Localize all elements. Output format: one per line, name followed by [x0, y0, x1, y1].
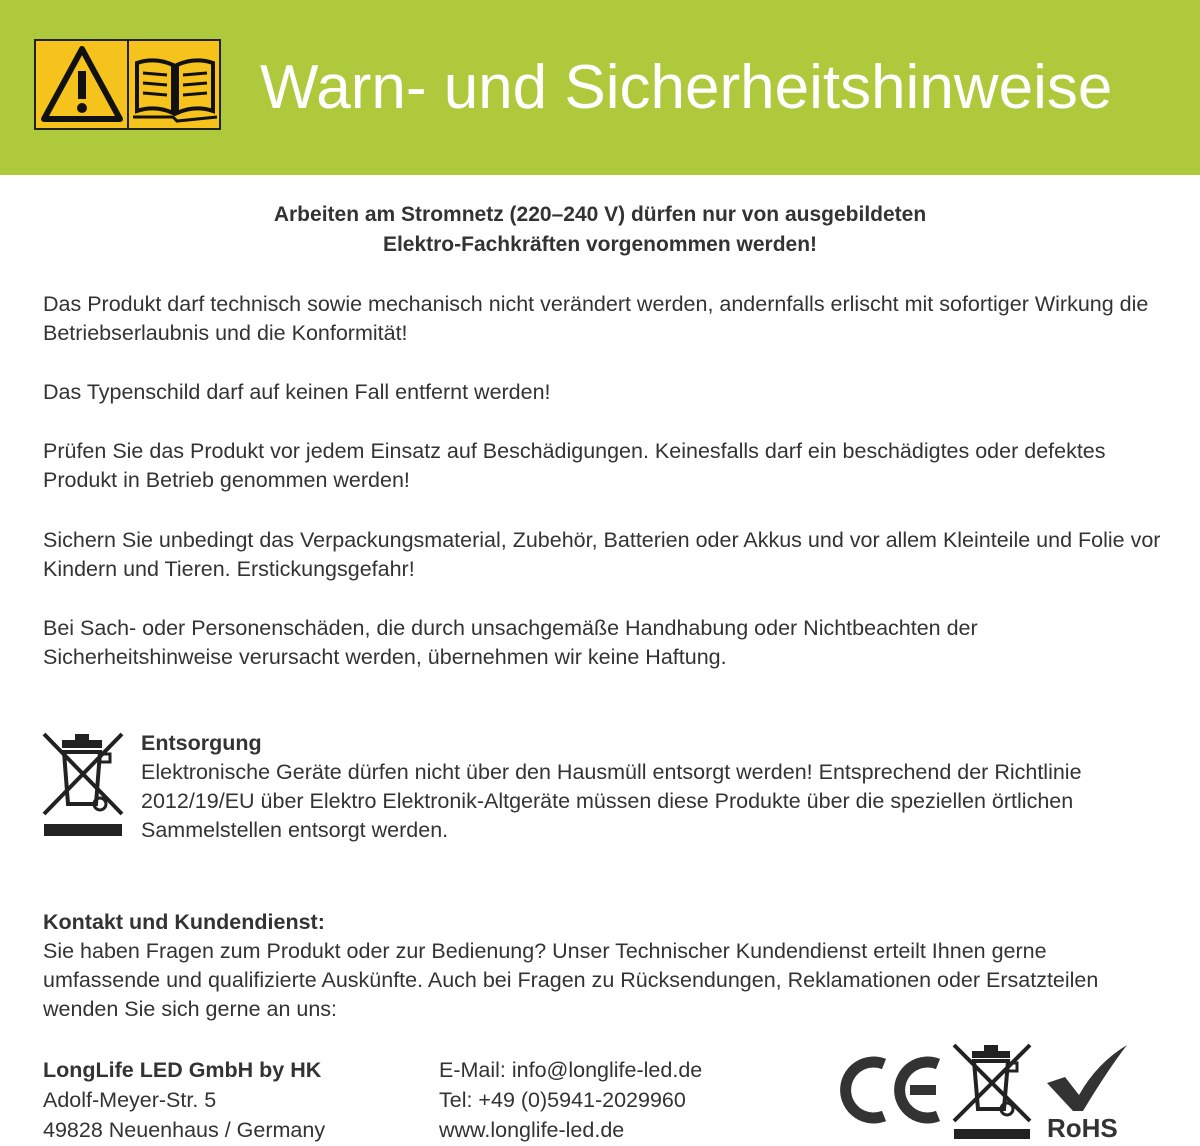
company-address — [43, 1055, 325, 1145]
safety-paragraph: Sichern Sie unbedingt das Verpackungsmaterial, Zubehör, Batterien oder Akkus und vor allem Kleinteile und Folie vor Kindern und Tieren. Erstickungsgefahr! — [43, 528, 1161, 581]
rohs-mark — [1043, 1043, 1133, 1143]
contact-heading: Kontakt und Kundendienst: — [43, 910, 325, 934]
header-banner — [0, 0, 1200, 175]
rohs-check-icon — [1043, 1043, 1133, 1113]
safety-paragraph: Das Produkt darf technisch sowie mechanisch nicht verändert werden, andernfalls erlischt mit sofortiger Wirkung die Betriebserlaubnis und die Konformität! — [43, 292, 1149, 345]
ce-mark-icon — [840, 1052, 944, 1128]
weee-bin-icon — [952, 1043, 1032, 1143]
company-name: LongLife LED GmbH by HK — [43, 1058, 322, 1082]
notice-line: Elektro-Fachkräften vorgenommen werden! — [382, 233, 818, 256]
crossed-out-wheelie-bin-icon — [42, 732, 124, 840]
phone-number: Tel: +49 (0)5941-2029960 — [439, 1088, 686, 1112]
warning-triangle-icon — [38, 41, 126, 127]
rohs-label: RoHS — [1047, 1113, 1118, 1143]
company-street: Adolf-Meyer-Str. 5 — [43, 1088, 217, 1112]
page-title: Warn- und Sicherheitshinweise — [260, 53, 1113, 122]
electrician-notice — [0, 200, 1200, 260]
manual-book-icon — [129, 41, 221, 127]
email-link[interactable]: E-Mail: info@longlife-led.de — [439, 1058, 703, 1082]
contact-channels — [439, 1055, 702, 1145]
contact-section — [43, 908, 1163, 1024]
disposal-heading: Entsorgung — [141, 731, 262, 755]
company-city: 49828 Neuenhaus / Germany — [43, 1118, 326, 1142]
safety-paragraph: Bei Sach- oder Personenschäden, die durch unsachgemäße Handhabung oder Nichtbeachten der Sicherheitshinweise verursacht werden, übernehmen wir keine Haftung. — [43, 616, 978, 669]
safety-paragraph: Das Typenschild darf auf keinen Fall entfernt werden! — [43, 380, 551, 404]
safety-icons-box — [34, 39, 221, 130]
contact-text: Sie haben Fragen zum Produkt oder zur Bedienung? Unser Technischer Kundendienst erteilt Ihnen gerne umfassende und qualifizierte Auskünfte. Auch bei Fragen zu Rücksendungen, Reklamationen oder Ersatzteilen wenden Sie sich gerne an uns: — [43, 939, 1099, 1021]
disposal-text: Elektronische Geräte dürfen nicht über den Hausmüll entsorgt werden! Entsprechend der Richtlinie 2012/19/EU über Elektro Elektronik-Altgeräte müssen diese Produkte über die speziellen örtlichen Sammelstellen entsorgt werden. — [141, 760, 1082, 842]
notice-line: Arbeiten am Stromnetz (220–240 V) dürfen nur von ausgebildeten — [273, 203, 927, 226]
disposal-section — [141, 729, 1141, 845]
safety-paragraph: Prüfen Sie das Produkt vor jedem Einsatz auf Beschädigungen. Keinesfalls darf ein beschädigtes oder defektes Produkt in Betrieb genommen werden! — [43, 439, 1106, 492]
website-link[interactable]: www.longlife-led.de — [439, 1118, 625, 1142]
